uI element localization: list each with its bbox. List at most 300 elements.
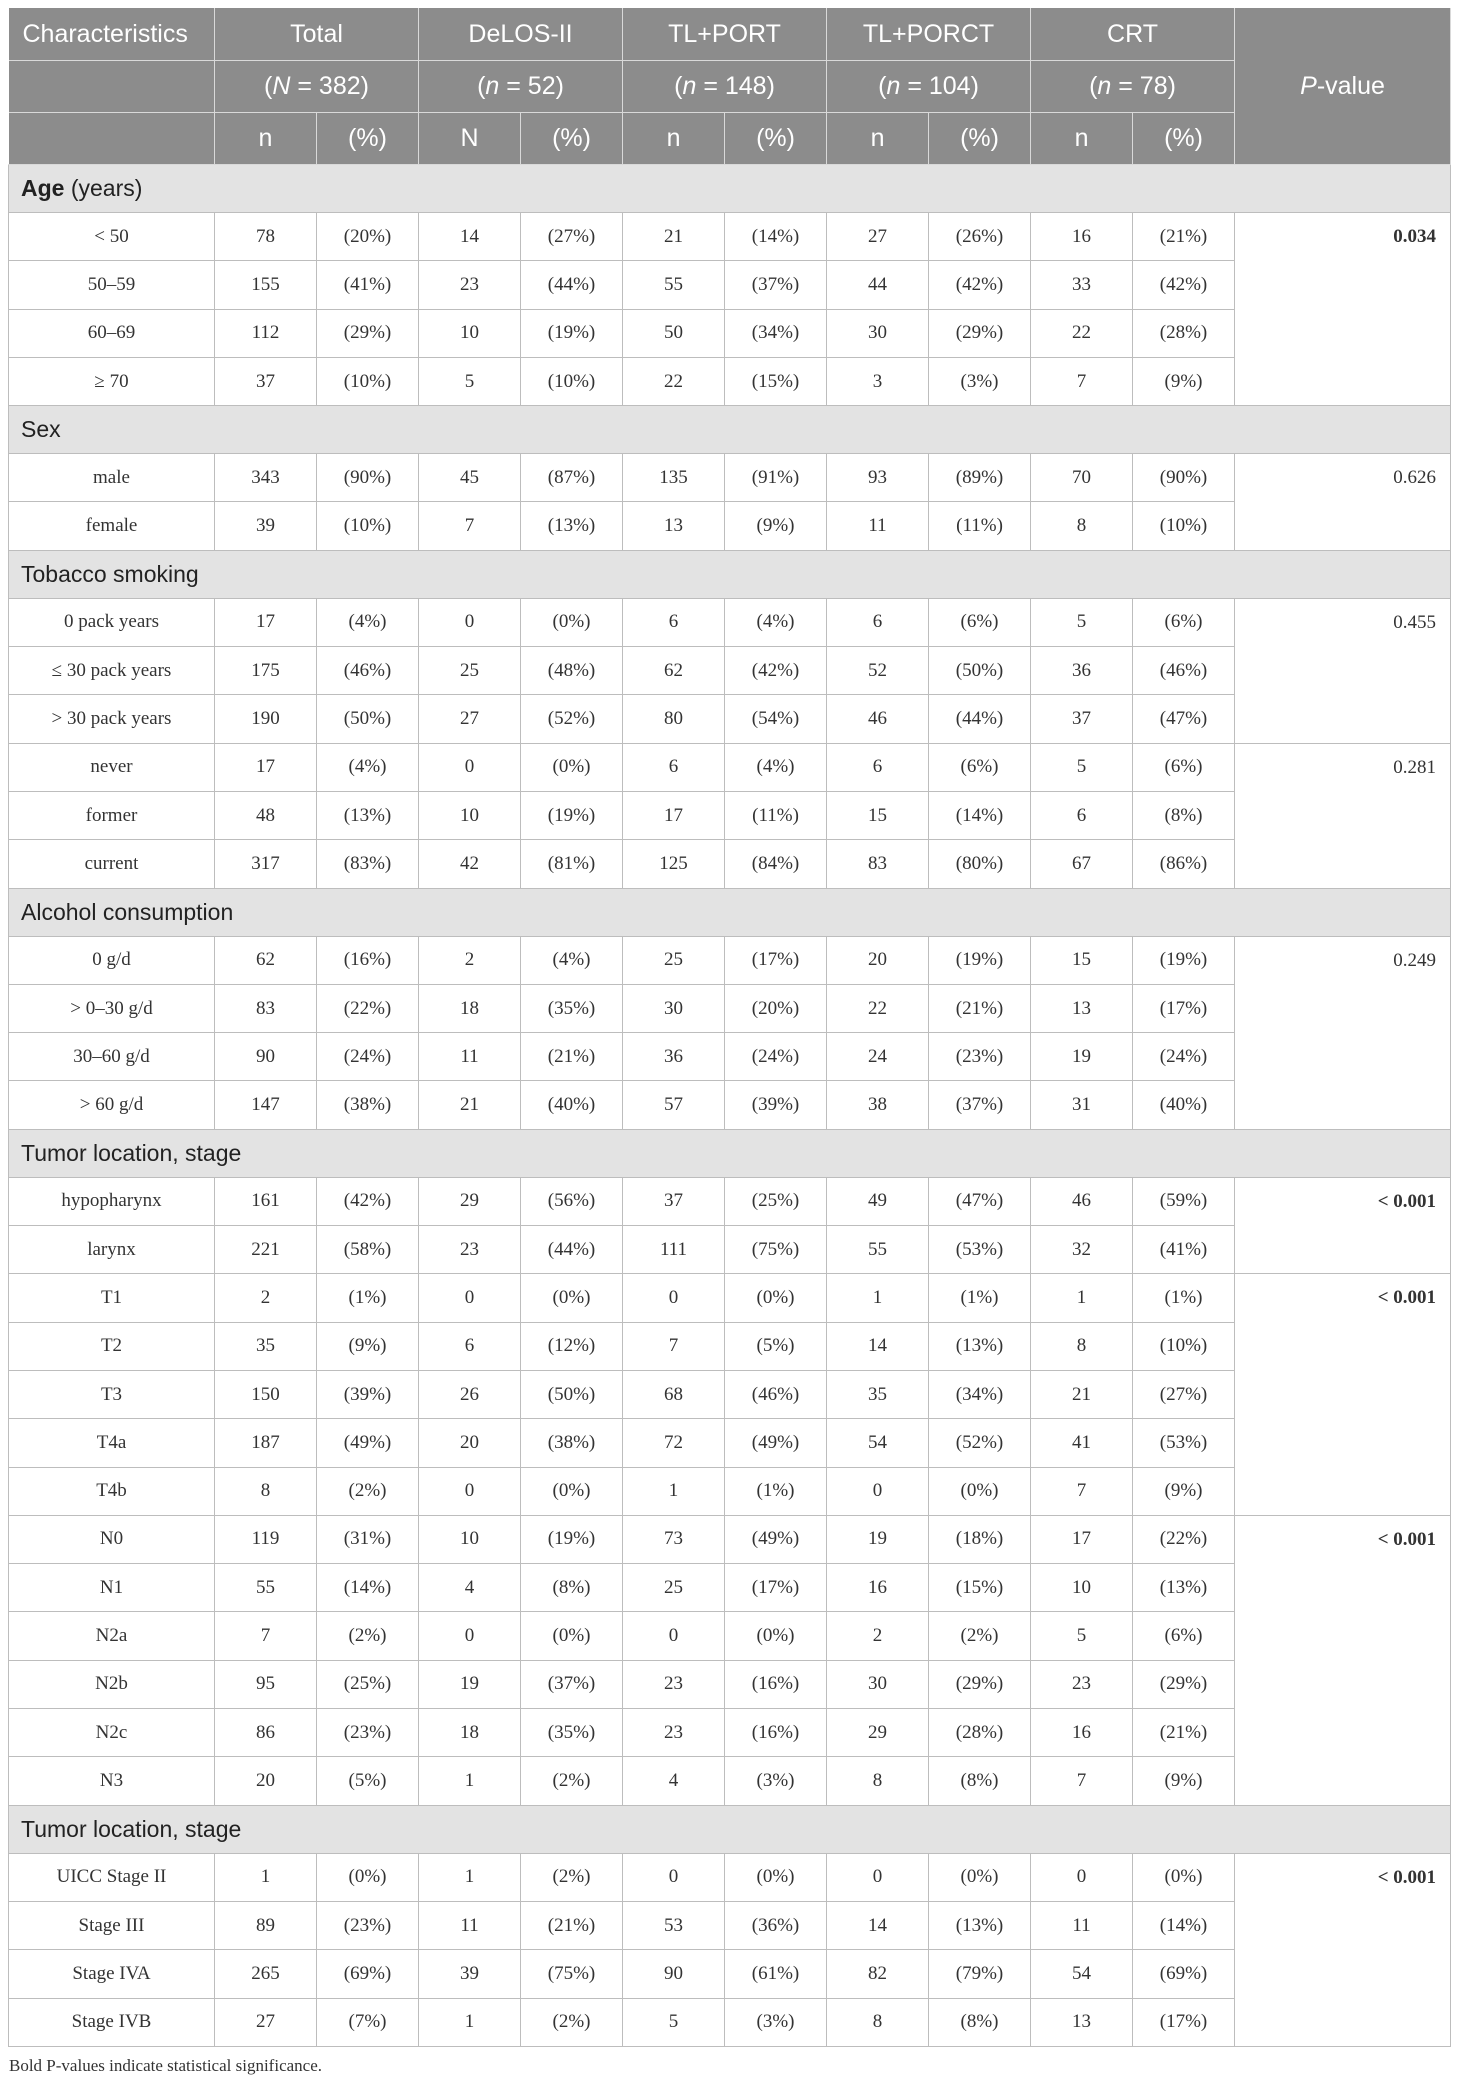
percent-cell: (4%) <box>317 598 419 646</box>
header-group-tl-port: TL+PORT <box>623 8 827 61</box>
count-cell: 0 <box>623 1612 725 1660</box>
percent-cell: (13%) <box>521 502 623 550</box>
table-body <box>9 165 1451 2047</box>
count-cell: 7 <box>419 502 521 550</box>
count-cell: 1 <box>827 1274 929 1322</box>
subheader-cell: n <box>623 113 725 165</box>
count-cell: 90 <box>215 1033 317 1081</box>
section-title <box>9 165 1451 213</box>
pvalue-cell: < 0.001 <box>1235 1515 1451 1805</box>
percent-cell: (75%) <box>521 1950 623 1998</box>
percent-cell: (0%) <box>725 1274 827 1322</box>
percent-cell: (25%) <box>725 1177 827 1225</box>
count-cell: 18 <box>419 984 521 1032</box>
count-cell: 10 <box>419 791 521 839</box>
pvalue-cell: < 0.001 <box>1235 1274 1451 1515</box>
count-cell: 8 <box>215 1467 317 1515</box>
percent-cell: (0%) <box>521 1612 623 1660</box>
count-cell: 1 <box>215 1853 317 1901</box>
count-cell: 190 <box>215 695 317 743</box>
count-cell: 22 <box>623 357 725 405</box>
percent-cell: (7%) <box>317 1998 419 2046</box>
count-cell: 82 <box>827 1950 929 1998</box>
percent-cell: (22%) <box>1133 1515 1235 1563</box>
percent-cell: (53%) <box>1133 1419 1235 1467</box>
percent-cell: (13%) <box>1133 1564 1235 1612</box>
row-label: hypopharynx <box>9 1177 215 1225</box>
count-cell: 93 <box>827 454 929 502</box>
count-cell: 32 <box>1031 1226 1133 1274</box>
count-cell: 27 <box>215 1998 317 2046</box>
count-cell: 21 <box>623 213 725 261</box>
count-cell: 147 <box>215 1081 317 1129</box>
percent-cell: (49%) <box>317 1419 419 1467</box>
count-cell: 20 <box>827 936 929 984</box>
count-cell: 62 <box>623 647 725 695</box>
count-cell: 38 <box>827 1081 929 1129</box>
count-cell: 125 <box>623 840 725 888</box>
percent-cell: (10%) <box>317 357 419 405</box>
section-header-row <box>9 888 1451 936</box>
header-count-delos: (n = 52) <box>419 61 623 113</box>
row-label: 0 g/d <box>9 936 215 984</box>
count-cell: 1 <box>1031 1274 1133 1322</box>
count-cell: 23 <box>623 1660 725 1708</box>
row-label: current <box>9 840 215 888</box>
count-cell: 45 <box>419 454 521 502</box>
row-label: Stage IVA <box>9 1950 215 1998</box>
count-cell: 4 <box>419 1564 521 1612</box>
percent-cell: (47%) <box>929 1177 1031 1225</box>
percent-cell: (28%) <box>929 1709 1031 1757</box>
row-label: > 30 pack years <box>9 695 215 743</box>
percent-cell: (50%) <box>317 695 419 743</box>
percent-cell: (3%) <box>929 357 1031 405</box>
percent-cell: (69%) <box>1133 1950 1235 1998</box>
percent-cell: (29%) <box>317 309 419 357</box>
percent-cell: (21%) <box>521 1901 623 1949</box>
percent-cell: (6%) <box>1133 598 1235 646</box>
percent-cell: (48%) <box>521 647 623 695</box>
percent-cell: (35%) <box>521 1709 623 1757</box>
percent-cell: (27%) <box>1133 1370 1235 1418</box>
count-cell: 20 <box>419 1419 521 1467</box>
count-cell: 150 <box>215 1370 317 1418</box>
count-cell: 29 <box>827 1709 929 1757</box>
percent-cell: (27%) <box>521 213 623 261</box>
percent-cell: (41%) <box>317 261 419 309</box>
table-row <box>9 1901 1451 1949</box>
row-label: > 60 g/d <box>9 1081 215 1129</box>
percent-cell: (18%) <box>929 1515 1031 1563</box>
percent-cell: (16%) <box>317 936 419 984</box>
count-cell: 48 <box>215 791 317 839</box>
count-cell: 187 <box>215 1419 317 1467</box>
percent-cell: (24%) <box>725 1033 827 1081</box>
percent-cell: (0%) <box>521 743 623 791</box>
count-cell: 13 <box>1031 984 1133 1032</box>
percent-cell: (16%) <box>725 1709 827 1757</box>
table-row <box>9 1612 1451 1660</box>
header-group-crt: CRT <box>1031 8 1235 61</box>
percent-cell: (8%) <box>1133 791 1235 839</box>
table-header <box>9 8 1451 165</box>
count-cell: 7 <box>623 1322 725 1370</box>
count-cell: 35 <box>827 1370 929 1418</box>
count-cell: 6 <box>419 1322 521 1370</box>
percent-cell: (2%) <box>317 1467 419 1515</box>
percent-cell: (0%) <box>521 1467 623 1515</box>
count-cell: 17 <box>215 598 317 646</box>
count-cell: 37 <box>1031 695 1133 743</box>
count-value: = 52 <box>506 72 556 100</box>
section-title: Tumor location, stage <box>9 1129 1451 1177</box>
row-label: Stage III <box>9 1901 215 1949</box>
count-cell: 36 <box>623 1033 725 1081</box>
percent-cell: (42%) <box>1133 261 1235 309</box>
subheader-cell: (%) <box>725 113 827 165</box>
row-label: former <box>9 791 215 839</box>
row-label: N2c <box>9 1709 215 1757</box>
percent-cell: (5%) <box>725 1322 827 1370</box>
count-value: = 78 <box>1118 72 1168 100</box>
row-label: N2a <box>9 1612 215 1660</box>
count-cell: 78 <box>215 213 317 261</box>
count-cell: 14 <box>419 213 521 261</box>
count-value: = 382 <box>297 72 361 100</box>
percent-cell: (1%) <box>317 1274 419 1322</box>
table-row <box>9 647 1451 695</box>
header-row-counts <box>9 61 1451 113</box>
count-cell: 155 <box>215 261 317 309</box>
row-label: T3 <box>9 1370 215 1418</box>
count-cell: 10 <box>419 1515 521 1563</box>
pvalue-cell: 0.034 <box>1235 213 1451 406</box>
percent-cell: (34%) <box>929 1370 1031 1418</box>
percent-cell: (4%) <box>725 598 827 646</box>
percent-cell: (2%) <box>521 1757 623 1805</box>
percent-cell: (0%) <box>521 1274 623 1322</box>
table-row <box>9 1564 1451 1612</box>
count-cell: 19 <box>419 1660 521 1708</box>
count-cell: 70 <box>1031 454 1133 502</box>
percent-cell: (52%) <box>929 1419 1031 1467</box>
percent-cell: (42%) <box>317 1177 419 1225</box>
row-label: > 0–30 g/d <box>9 984 215 1032</box>
count-cell: 221 <box>215 1226 317 1274</box>
percent-cell: (10%) <box>1133 502 1235 550</box>
table-row <box>9 1226 1451 1274</box>
count-cell: 55 <box>215 1564 317 1612</box>
row-label: ≥ 70 <box>9 357 215 405</box>
percent-cell: (10%) <box>317 502 419 550</box>
percent-cell: (2%) <box>521 1998 623 2046</box>
percent-cell: (46%) <box>1133 647 1235 695</box>
count-cell: 6 <box>1031 791 1133 839</box>
count-cell: 35 <box>215 1322 317 1370</box>
count-cell: 29 <box>419 1177 521 1225</box>
pvalue-cell: 0.281 <box>1235 743 1451 888</box>
count-cell: 2 <box>827 1612 929 1660</box>
percent-cell: (9%) <box>317 1322 419 1370</box>
row-label: ≤ 30 pack years <box>9 647 215 695</box>
count-value: = 104 <box>907 72 971 100</box>
row-label: T4a <box>9 1419 215 1467</box>
percent-cell: (1%) <box>1133 1274 1235 1322</box>
count-cell: 8 <box>827 1998 929 2046</box>
subheader-cell: n <box>1031 113 1133 165</box>
pvalue-cell: 0.626 <box>1235 454 1451 551</box>
count-cell: 23 <box>419 1226 521 1274</box>
row-label: UICC Stage II <box>9 1853 215 1901</box>
subheader-cell: (%) <box>317 113 419 165</box>
percent-cell: (42%) <box>929 261 1031 309</box>
percent-cell: (36%) <box>725 1901 827 1949</box>
table-row <box>9 840 1451 888</box>
count-cell: 53 <box>623 1901 725 1949</box>
row-label: T4b <box>9 1467 215 1515</box>
pvalue-cell: 0.249 <box>1235 936 1451 1129</box>
table-row <box>9 1081 1451 1129</box>
count-value: = 148 <box>703 72 767 100</box>
count-cell: 0 <box>419 1467 521 1515</box>
count-cell: 62 <box>215 936 317 984</box>
percent-cell: (21%) <box>929 984 1031 1032</box>
row-label: N2b <box>9 1660 215 1708</box>
section-title: Tumor location, stage <box>9 1805 1451 1853</box>
count-cell: 10 <box>1031 1564 1133 1612</box>
percent-cell: (49%) <box>725 1515 827 1563</box>
percent-cell: (6%) <box>929 598 1031 646</box>
count-cell: 18 <box>419 1709 521 1757</box>
row-label: 0 pack years <box>9 598 215 646</box>
count-cell: 17 <box>1031 1515 1133 1563</box>
section-header-row <box>9 165 1451 213</box>
percent-cell: (6%) <box>929 743 1031 791</box>
count-cell: 19 <box>1031 1033 1133 1081</box>
count-cell: 57 <box>623 1081 725 1129</box>
percent-cell: (79%) <box>929 1950 1031 1998</box>
count-cell: 21 <box>1031 1370 1133 1418</box>
percent-cell: (9%) <box>725 502 827 550</box>
count-cell: 25 <box>623 936 725 984</box>
count-cell: 72 <box>623 1419 725 1467</box>
count-cell: 5 <box>1031 598 1133 646</box>
percent-cell: (37%) <box>929 1081 1031 1129</box>
header-group-tl-porct: TL+PORCT <box>827 8 1031 61</box>
count-cell: 7 <box>215 1612 317 1660</box>
row-label: larynx <box>9 1226 215 1274</box>
section-title: Sex <box>9 406 1451 454</box>
count-cell: 1 <box>419 1998 521 2046</box>
percent-cell: (89%) <box>929 454 1031 502</box>
count-label: n <box>1097 72 1112 100</box>
count-cell: 89 <box>215 1901 317 1949</box>
section-title: Alcohol consumption <box>9 888 1451 936</box>
table-row <box>9 1033 1451 1081</box>
header-count-tl-porct: (n = 104) <box>827 61 1031 113</box>
table-row <box>9 791 1451 839</box>
percent-cell: (0%) <box>317 1853 419 1901</box>
percent-cell: (20%) <box>725 984 827 1032</box>
count-cell: 0 <box>1031 1853 1133 1901</box>
percent-cell: (40%) <box>521 1081 623 1129</box>
footnote: Bold P-values indicate statistical significance. <box>9 2055 322 2075</box>
table-row <box>9 598 1451 646</box>
subheader-cell: N <box>419 113 521 165</box>
count-cell: 13 <box>623 502 725 550</box>
count-cell: 30 <box>623 984 725 1032</box>
percent-cell: (47%) <box>1133 695 1235 743</box>
row-label: never <box>9 743 215 791</box>
table-row <box>9 1853 1451 1901</box>
subheader-cell: n <box>827 113 929 165</box>
count-cell: 161 <box>215 1177 317 1225</box>
percent-cell: (3%) <box>725 1998 827 2046</box>
percent-cell: (91%) <box>725 454 827 502</box>
table-row <box>9 984 1451 1032</box>
percent-cell: (19%) <box>929 936 1031 984</box>
table-row <box>9 1660 1451 1708</box>
percent-cell: (49%) <box>725 1419 827 1467</box>
header-characteristics: Characteristics <box>9 8 215 61</box>
percent-cell: (86%) <box>1133 840 1235 888</box>
count-cell: 39 <box>419 1950 521 1998</box>
header-pvalue <box>1235 8 1451 165</box>
count-cell: 8 <box>1031 1322 1133 1370</box>
count-cell: 5 <box>419 357 521 405</box>
subheader-cell: n <box>215 113 317 165</box>
percent-cell: (15%) <box>725 357 827 405</box>
percent-cell: (12%) <box>521 1322 623 1370</box>
count-cell: 112 <box>215 309 317 357</box>
percent-cell: (39%) <box>725 1081 827 1129</box>
row-label: N1 <box>9 1564 215 1612</box>
count-cell: 46 <box>1031 1177 1133 1225</box>
count-cell: 119 <box>215 1515 317 1563</box>
count-cell: 67 <box>1031 840 1133 888</box>
count-cell: 5 <box>1031 1612 1133 1660</box>
table-container <box>8 8 1450 2076</box>
percent-cell: (1%) <box>929 1274 1031 1322</box>
percent-cell: (0%) <box>725 1853 827 1901</box>
section-header-row <box>9 1129 1451 1177</box>
percent-cell: (46%) <box>317 647 419 695</box>
count-cell: 11 <box>419 1033 521 1081</box>
table-row <box>9 1177 1451 1225</box>
percent-cell: (80%) <box>929 840 1031 888</box>
table-row <box>9 936 1451 984</box>
count-cell: 4 <box>623 1757 725 1805</box>
percent-cell: (69%) <box>317 1950 419 1998</box>
count-cell: 50 <box>623 309 725 357</box>
percent-cell: (17%) <box>1133 1998 1235 2046</box>
header-pvalue-italic: P <box>1300 71 1317 100</box>
percent-cell: (9%) <box>1133 1467 1235 1515</box>
count-cell: 52 <box>827 647 929 695</box>
count-cell: 14 <box>827 1901 929 1949</box>
percent-cell: (41%) <box>1133 1226 1235 1274</box>
percent-cell: (53%) <box>929 1226 1031 1274</box>
count-cell: 111 <box>623 1226 725 1274</box>
percent-cell: (10%) <box>1133 1322 1235 1370</box>
header-row-groups <box>9 8 1451 61</box>
percent-cell: (26%) <box>929 213 1031 261</box>
section-header-row <box>9 406 1451 454</box>
header-empty-cell <box>9 61 215 113</box>
percent-cell: (4%) <box>317 743 419 791</box>
section-title-bold: Age <box>21 175 65 201</box>
count-cell: 15 <box>1031 936 1133 984</box>
percent-cell: (22%) <box>317 984 419 1032</box>
percent-cell: (10%) <box>521 357 623 405</box>
percent-cell: (87%) <box>521 454 623 502</box>
table-row <box>9 695 1451 743</box>
header-group-delos: DeLOS-II <box>419 8 623 61</box>
table-row <box>9 357 1451 405</box>
count-cell: 24 <box>827 1033 929 1081</box>
table-row <box>9 1998 1451 2046</box>
count-cell: 25 <box>419 647 521 695</box>
percent-cell: (58%) <box>317 1226 419 1274</box>
count-cell: 6 <box>827 598 929 646</box>
subheader-cell: (%) <box>521 113 623 165</box>
table-row <box>9 1515 1451 1563</box>
count-cell: 26 <box>419 1370 521 1418</box>
percent-cell: (31%) <box>317 1515 419 1563</box>
count-cell: 16 <box>827 1564 929 1612</box>
percent-cell: (16%) <box>725 1660 827 1708</box>
percent-cell: (38%) <box>521 1419 623 1467</box>
row-label: N3 <box>9 1757 215 1805</box>
percent-cell: (19%) <box>521 1515 623 1563</box>
count-cell: 30 <box>827 1660 929 1708</box>
count-cell: 1 <box>419 1757 521 1805</box>
count-cell: 83 <box>215 984 317 1032</box>
percent-cell: (1%) <box>725 1467 827 1515</box>
count-cell: 23 <box>1031 1660 1133 1708</box>
percent-cell: (11%) <box>725 791 827 839</box>
count-cell: 17 <box>215 743 317 791</box>
count-cell: 80 <box>623 695 725 743</box>
percent-cell: (0%) <box>725 1612 827 1660</box>
percent-cell: (0%) <box>929 1853 1031 1901</box>
percent-cell: (19%) <box>1133 936 1235 984</box>
percent-cell: (37%) <box>725 261 827 309</box>
row-label: < 50 <box>9 213 215 261</box>
header-row-subheaders <box>9 113 1451 165</box>
table-row <box>9 1274 1451 1322</box>
header-pvalue-rest: -value <box>1316 71 1385 100</box>
percent-cell: (23%) <box>317 1709 419 1757</box>
count-cell: 15 <box>827 791 929 839</box>
count-cell: 11 <box>419 1901 521 1949</box>
count-cell: 265 <box>215 1950 317 1998</box>
percent-cell: (61%) <box>725 1950 827 1998</box>
header-empty-cell <box>9 113 215 165</box>
percent-cell: (54%) <box>725 695 827 743</box>
percent-cell: (0%) <box>521 598 623 646</box>
count-cell: 90 <box>623 1950 725 1998</box>
percent-cell: (23%) <box>317 1901 419 1949</box>
count-cell: 86 <box>215 1709 317 1757</box>
percent-cell: (39%) <box>317 1370 419 1418</box>
header-group-total: Total <box>215 8 419 61</box>
count-cell: 42 <box>419 840 521 888</box>
pvalue-cell: < 0.001 <box>1235 1177 1451 1274</box>
percent-cell: (14%) <box>1133 1901 1235 1949</box>
count-cell: 175 <box>215 647 317 695</box>
